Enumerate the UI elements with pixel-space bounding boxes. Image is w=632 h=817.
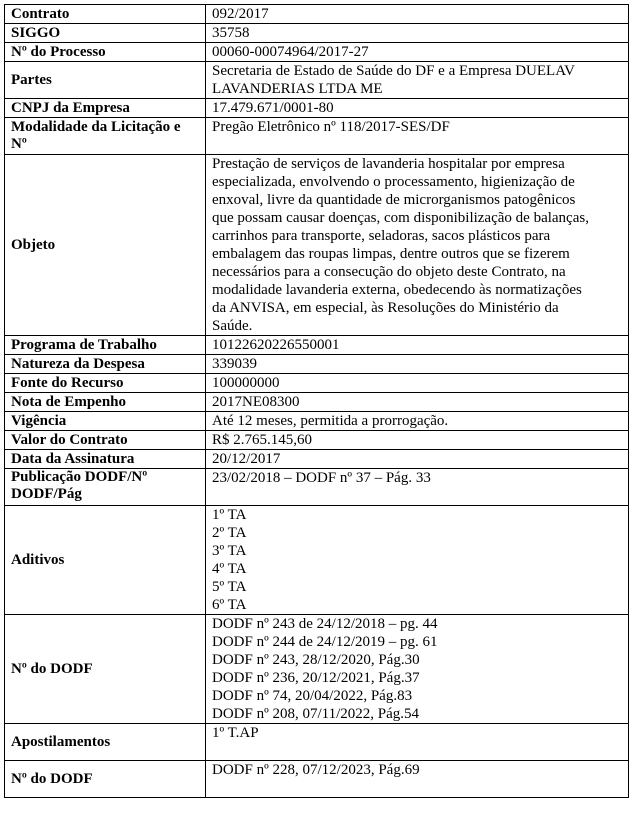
field-value-line: Até 12 meses, permitida a prorrogação. — [212, 413, 449, 429]
field-value — [206, 99, 629, 118]
field-label: Objeto — [5, 155, 206, 336]
field-label: Aditivos — [5, 506, 206, 615]
field-value-line: 1º TA — [212, 507, 247, 523]
field-label: Nota de Empenho — [5, 393, 206, 412]
field-value — [206, 412, 629, 431]
table-row — [5, 155, 629, 336]
field-value-line: 4º TA — [212, 561, 247, 577]
field-value-line: carrinhos para transporte, seladoras, sacos plásticos para — [212, 228, 551, 244]
table-row — [5, 469, 629, 506]
table-row — [5, 5, 629, 24]
field-value — [206, 450, 629, 469]
field-value — [206, 724, 629, 761]
contract-info-table — [4, 4, 629, 798]
field-label: Apostilamentos — [5, 724, 206, 761]
table-row — [5, 431, 629, 450]
field-value-line: Prestação de serviços de lavanderia hospitalar por empresa — [212, 156, 565, 172]
field-value-line: DODF nº 74, 20/04/2022, Pág.83 — [212, 688, 413, 704]
field-value-line: 20/12/2017 — [212, 451, 281, 467]
field-value-line: modalidade lavanderia externa, obedecendo às normatizações — [212, 282, 582, 298]
contract-info-body — [5, 5, 629, 798]
field-value — [206, 43, 629, 62]
field-value-line: 23/02/2018 – DODF nº 37 – Pág. 33 — [212, 470, 431, 486]
field-value-line: 3º TA — [212, 543, 247, 559]
table-row — [5, 43, 629, 62]
field-value-line: Saúde. — [212, 318, 253, 334]
field-value-line: especializada, envolvendo o processamento, higienização de — [212, 174, 575, 190]
field-label: Data da Assinatura — [5, 450, 206, 469]
field-value-line: DODF nº 243, 28/12/2020, Pág.30 — [212, 652, 420, 668]
field-value-line: 339039 — [212, 356, 257, 372]
field-value-line: 17.479.671/0001-80 — [212, 100, 334, 116]
field-label: Nº do Processo — [5, 43, 206, 62]
field-label: Vigência — [5, 412, 206, 431]
field-value-line: DODF nº 244 de 24/12/2019 – pg. 61 — [212, 634, 438, 650]
field-value — [206, 62, 629, 99]
field-label: Fonte do Recurso — [5, 374, 206, 393]
field-value-line: 10122620226550001 — [212, 337, 340, 353]
table-row — [5, 118, 629, 155]
field-value-line: LAVANDERIAS LTDA ME — [212, 81, 383, 97]
field-value-line: Secretaria de Estado de Saúde do DF e a Empresa DUELAV — [212, 63, 575, 79]
field-label: Nº do DODF — [5, 615, 206, 724]
field-value-line: 35758 — [212, 25, 250, 41]
field-label: Partes — [5, 62, 206, 99]
field-value — [206, 5, 629, 24]
field-value-line: embalagem das roupas limpas, dentre outros que se fizerem — [212, 246, 570, 262]
field-value-line: necessários para a consecução do objeto deste Contrato, na — [212, 264, 566, 280]
field-value-line: Pregão Eletrônico nº 118/2017-SES/DF — [212, 119, 450, 135]
field-value-line: DODF nº 228, 07/12/2023, Pág.69 — [212, 762, 420, 778]
field-label: Modalidade da Licitação e Nº — [5, 118, 206, 155]
field-label: Natureza da Despesa — [5, 355, 206, 374]
field-label: Nº do DODF — [5, 761, 206, 798]
field-value — [206, 615, 629, 724]
field-value-line — [212, 136, 622, 154]
field-value-line: DODF nº 243 de 24/12/2018 – pg. 44 — [212, 616, 438, 632]
table-row — [5, 761, 629, 798]
table-row — [5, 62, 629, 99]
field-label: Contrato — [5, 5, 206, 24]
field-value-line: 00060-00074964/2017-27 — [212, 44, 369, 60]
table-row — [5, 24, 629, 43]
table-row — [5, 99, 629, 118]
field-label: Publicação DODF/Nº DODF/Pág — [5, 469, 206, 506]
field-value-line: 5º TA — [212, 579, 247, 595]
field-value — [206, 155, 629, 336]
table-row — [5, 355, 629, 374]
field-value — [206, 506, 629, 615]
table-row — [5, 506, 629, 615]
field-value-line: 2º TA — [212, 525, 247, 541]
field-value — [206, 393, 629, 412]
field-value-line — [212, 779, 622, 797]
field-value — [206, 431, 629, 450]
field-value-line — [212, 742, 622, 760]
table-row — [5, 724, 629, 761]
field-value-line: 100000000 — [212, 375, 280, 391]
field-value-line: R$ 2.765.145,60 — [212, 432, 313, 448]
field-value-line: 1º T.AP — [212, 725, 259, 741]
table-row — [5, 393, 629, 412]
field-label: Valor do Contrato — [5, 431, 206, 450]
field-value — [206, 24, 629, 43]
table-row — [5, 412, 629, 431]
field-value-line: DODF nº 236, 20/12/2021, Pág.37 — [212, 670, 420, 686]
field-value — [206, 761, 629, 798]
table-row — [5, 374, 629, 393]
field-value-line — [212, 487, 622, 505]
field-value-line: que possam causar doenças, com disponibilização de balanças, — [212, 210, 589, 226]
field-label: Programa de Trabalho — [5, 336, 206, 355]
table-row — [5, 336, 629, 355]
field-label: SIGGO — [5, 24, 206, 43]
field-value-line: enxoval, livre da quantidade de microrganismos patogênicos — [212, 192, 576, 208]
field-value — [206, 336, 629, 355]
field-value-line: DODF nº 208, 07/11/2022, Pág.54 — [212, 706, 420, 722]
field-value-line: 092/2017 — [212, 6, 269, 22]
table-row — [5, 615, 629, 724]
field-value — [206, 118, 629, 155]
field-value — [206, 355, 629, 374]
table-row — [5, 450, 629, 469]
field-value-line: da ANVISA, em especial, às Resoluções do Ministério da — [212, 300, 559, 316]
field-value — [206, 374, 629, 393]
field-value-line: 6º TA — [212, 597, 247, 613]
field-value — [206, 469, 629, 506]
field-value-line: 2017NE08300 — [212, 394, 300, 410]
field-label: CNPJ da Empresa — [5, 99, 206, 118]
